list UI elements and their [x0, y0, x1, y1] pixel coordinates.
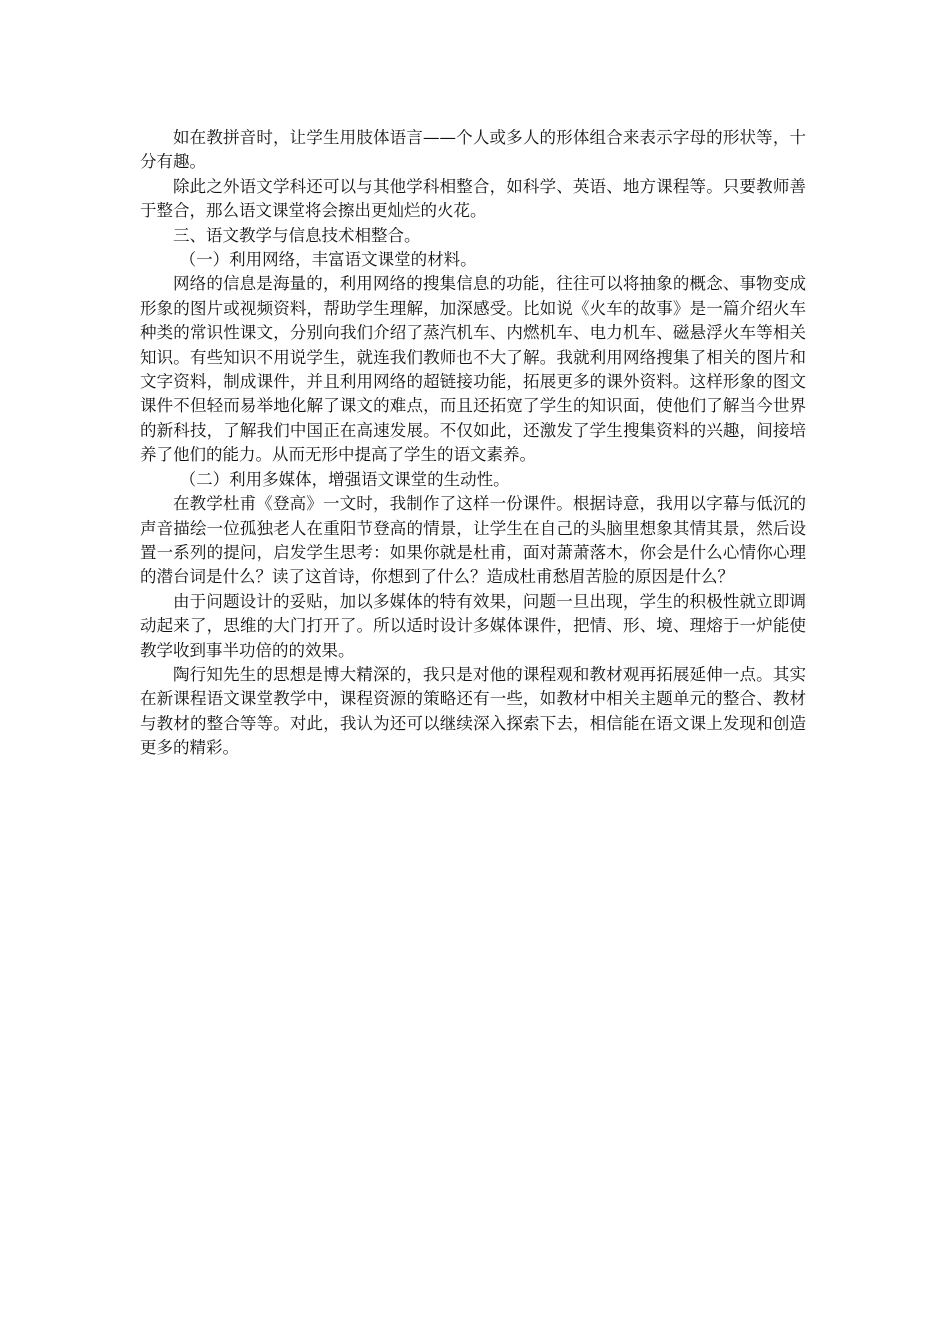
subheading-network: （一）利用网络，丰富语文课堂的材料。: [179, 250, 477, 270]
paragraph-conclusion: 陶行知先生的思想是博大精深的，我只是对他的课程观和教材观再拓展延伸一点。其实在新课程语文课堂教学中，课程资源的策略还有一些，如教材中相关主题单元的整合、教材与教材的整合等等。对此，我认为还可以继续深入探索下去，相信能在语文课上发现和创造更多的精彩。: [140, 664, 806, 758]
paragraph-cross-subject: 除此之外语文学科还可以与其他学科相整合，如科学、英语、地方课程等。只要教师善于整合，那么语文课堂将会擦出更灿烂的火花。: [140, 176, 806, 221]
subheading-multimedia: （二）利用多媒体，增强语文课堂的生动性。: [179, 469, 510, 489]
paragraph-network: 网络的信息是海量的，利用网络的搜集信息的功能，往往可以将抽象的概念、事物变成形象的图片或视频资料，帮助学生理解，加深感受。比如说《火车的故事》是一篇介绍火车种类的常识性课文，分别向我们介绍了蒸汽机车、内燃机车、电力机车、磁悬浮火车等相关知识。有些知识不用说学生，就连我们教师也不大了解。我就利用网络搜集了相关的图片和文字资料，制成课件，并且利用网络的超链接功能，拓展更多的课外资料。这样形象的图文课件不但轻而易举地化解了课文的难点，而且还拓宽了学生的知识面，使他们了解当今世界的新科技，了解我们中国正在高速发展。不仅如此，还激发了学生搜集资料的兴趣，间接培养了他们的能力。从而无形中提高了学生的语文素养。: [140, 274, 806, 465]
paragraph-pinyin-example: 如在教拼音时，让学生用肢体语言——个人或多人的形体组合来表示字母的形状等，十分有趣。: [140, 128, 806, 172]
section-heading-info-tech: 三、语文教学与信息技术相整合。: [173, 225, 421, 245]
document-body: [140, 126, 806, 761]
paragraph-denggao: 在教学杜甫《登高》一文时，我制作了这样一份课件。根据诗意，我用以字幕与低沉的声音描绘一位孤独老人在重阳节登高的情景，让学生在自己的头脑里想象其情其景，然后设置一系列的提问，启发学生思考：如果你就是杜甫，面对萧萧落木，你会是什么心情你心理的潜台词是什么？读了这首诗，你想到了什么？造成杜甫愁眉苦脸的原因是什么？: [140, 494, 806, 587]
paragraph-question-design: 由于问题设计的妥贴，加以多媒体的特有效果，问题一旦出现，学生的积极性就立即调动起来了，思维的大门打开了。所以适时设计多媒体课件，把情、形、境、理熔于一炉能使教学收到事半功倍的的效果。: [140, 591, 806, 660]
